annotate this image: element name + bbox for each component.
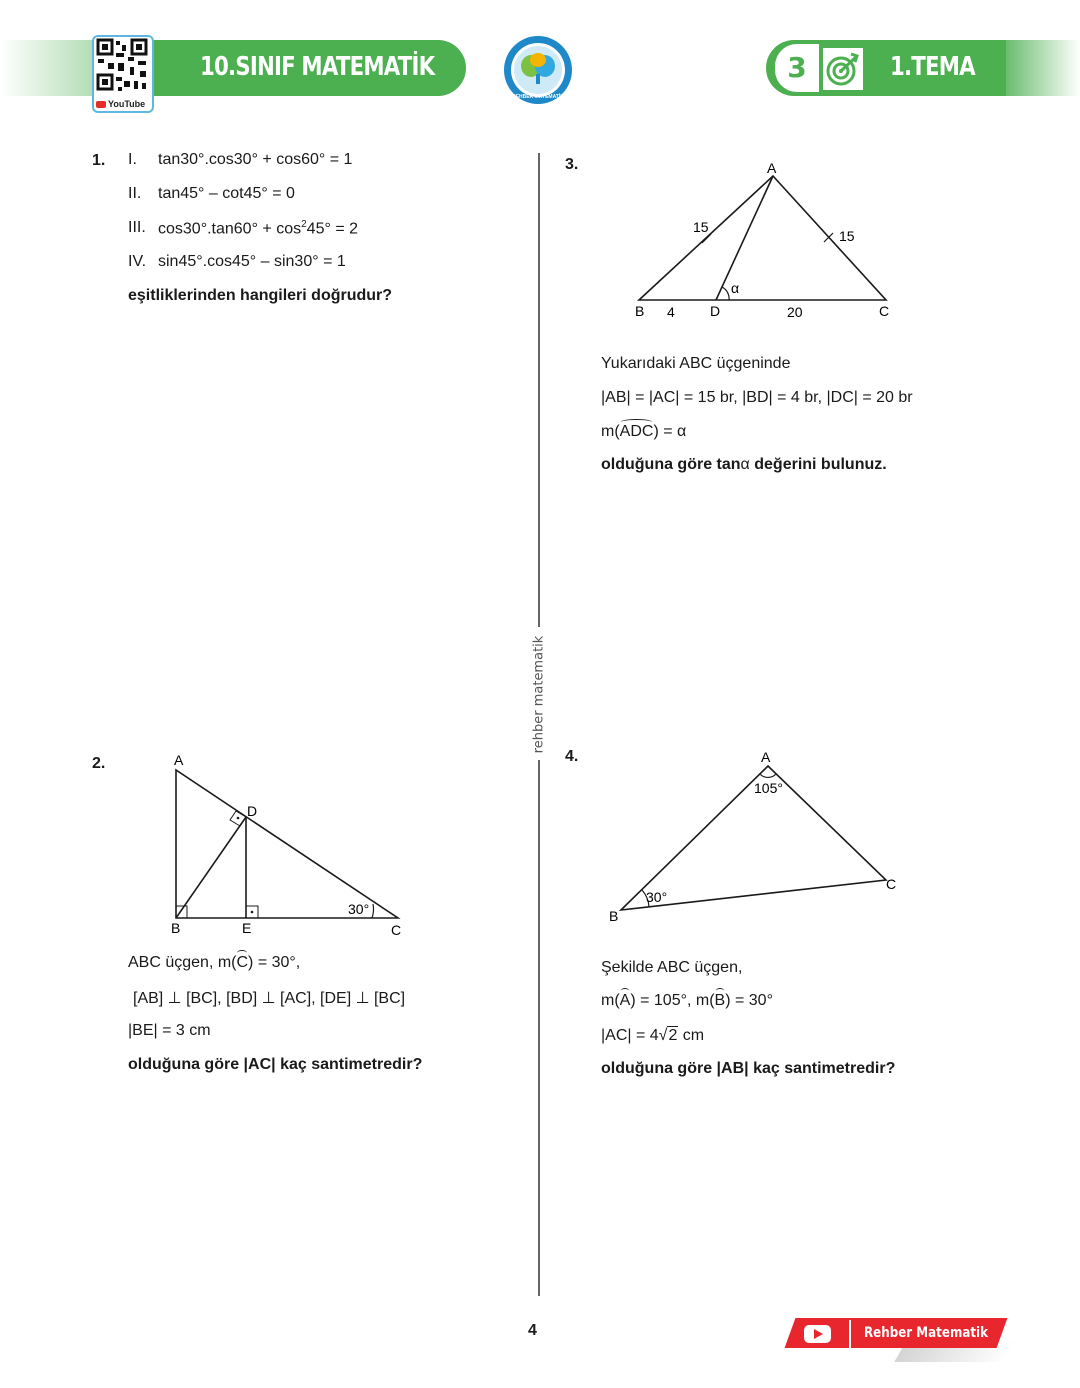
q2-triangle [176, 770, 398, 918]
q4-label-b: B [609, 908, 619, 924]
q3-question-alpha: α [740, 456, 750, 473]
q3-question-pre: olduğuna göre tan [601, 456, 741, 473]
q3-label-d: D [710, 303, 721, 319]
q4-line-2-b: ) = 105°, m( [630, 992, 715, 1009]
q2-question-pre: olduğuna göre | [128, 1056, 249, 1073]
q1-expr-3-post: 45° = 2 [306, 220, 358, 238]
q1-expr-1: tan30°.cos30° + cos60° = 1 [158, 151, 353, 168]
q1-roman-4: IV. [128, 253, 147, 270]
q2-label-angle: 30° [348, 901, 370, 917]
q1-expr-4: sin45°.cos45° – sin30° = 1 [158, 253, 346, 270]
q4-line-1: Şekilde ABC üçgen, [601, 959, 743, 976]
divider-text: rehber matematik [531, 635, 547, 754]
target-icon [823, 48, 863, 90]
q1-expr-2: tan45° – cot45° = 0 [158, 185, 295, 202]
footer-channel-name[interactable]: Rehber Matematik [864, 1325, 989, 1341]
qr-youtube-label [96, 99, 145, 109]
q2-line-1 [128, 954, 300, 972]
q4-label-c: C [886, 876, 897, 892]
q2-line-2: [AB] ⊥ [BC], [BD] ⊥ [AC], [DE] ⊥ [BC] [133, 990, 406, 1007]
q2-question-mid: AC [248, 1056, 272, 1073]
q4-question-post: | kaç santimetredir? [744, 1060, 896, 1077]
q4-line-3-post: cm [678, 1027, 705, 1044]
q4-question-mid: AB [721, 1060, 745, 1077]
q2-label-e: E [242, 920, 252, 936]
q4-line-3-root: √ [658, 1027, 668, 1044]
q1-item-1 [128, 151, 137, 169]
footer-separator [849, 1320, 851, 1348]
q4-label-a: A [761, 749, 771, 765]
q3-label-b: B [635, 303, 645, 319]
q1-expr-3-pre: cos30°.tan60° + cos [158, 220, 302, 238]
youtube-icon [96, 101, 106, 108]
q2-angle-c-arc [372, 904, 374, 918]
logo-text: REHBER MATEMATİK [512, 94, 564, 100]
q2-line-1-post: ) = 30°, [248, 954, 301, 971]
youtube-play-icon[interactable] [804, 1325, 831, 1343]
q3-label-dc: 20 [787, 304, 803, 320]
q4-line-3-pre: |AC| = 4 [601, 1027, 659, 1044]
q4-question [601, 1060, 895, 1078]
q2-label-c: C [391, 922, 402, 938]
q4-line-3-rad: 2 [668, 1027, 678, 1044]
q2-line-1-pre: ABC üçgen, m( [128, 954, 237, 971]
q4-angle-a-arc [760, 774, 776, 777]
q3-line-3-hat: ADC [619, 423, 654, 440]
q4-triangle-figure [600, 745, 910, 930]
q4-number: 4. [565, 748, 579, 765]
q3-label-alpha: α [731, 280, 740, 296]
q3-question-post: değerini bulunuz. [749, 456, 887, 473]
q4-question-pre: olduğuna göre | [601, 1060, 722, 1077]
q3-tick-ab [702, 234, 711, 243]
qr-pattern-icon [94, 37, 152, 97]
q4-label-angle-a: 105° [754, 780, 783, 796]
q3-alpha-arc [722, 287, 729, 300]
column-divider-top [538, 153, 540, 627]
q3-line-1: Yukarıdaki ABC üçgeninde [601, 355, 791, 372]
theme-label: 1.TEMA [890, 52, 975, 82]
q2-line-3: |BE| = 3 cm [128, 1022, 211, 1039]
unit-number: 3 [775, 44, 819, 92]
q1-roman-3: III. [128, 219, 146, 236]
q2-segment-bd [176, 817, 246, 918]
q3-label-bd: 4 [667, 304, 675, 320]
q2-label-a: A [174, 752, 184, 768]
brain-logo-icon [502, 34, 574, 106]
q4-line-3 [601, 1027, 704, 1045]
q3-triangle-figure [600, 150, 930, 330]
header-right-fade [1000, 40, 1080, 96]
q3-label-ac: 15 [839, 228, 855, 244]
qr-label-text: YouTube [108, 99, 146, 109]
q3-number: 3. [565, 156, 579, 173]
q3-line-2: |AB| = |AC| = 15 br, |BD| = 4 br, |DC| = 20 br [601, 389, 913, 406]
q1-question: eşitliklerinden hangileri doğrudur? [128, 287, 393, 304]
q4-line-2-a: m( [601, 992, 620, 1009]
q4-label-angle-b: 30° [646, 889, 668, 905]
q1-expr-3 [158, 219, 358, 238]
q2-triangle-figure [160, 745, 410, 940]
q3-line-3-post: ) = α [653, 423, 687, 440]
q1-number: 1. [92, 152, 106, 169]
q2-question-post: | kaç santimetredir? [271, 1056, 423, 1073]
q2-number: 2. [92, 755, 106, 772]
q3-label-a: A [767, 160, 777, 176]
q3-label-ab: 15 [693, 219, 709, 235]
q4-line-2-hat-a: A [619, 992, 631, 1009]
header-title: 10.SINIF MATEMATİK [200, 52, 435, 82]
q3-label-c: C [879, 303, 890, 319]
q3-question [601, 456, 887, 474]
q4-line-2-c: ) = 30° [725, 992, 773, 1009]
q3-segment-ad [716, 176, 773, 300]
q2-question [128, 1056, 422, 1074]
q4-line-2-hat-b: B [714, 992, 726, 1009]
target-badge [823, 48, 863, 90]
q1-roman-2: II. [128, 185, 142, 202]
q2-line-1-hat: C [236, 954, 249, 971]
q1-roman-1: I. [128, 151, 137, 168]
q2-label-d: D [247, 803, 258, 819]
column-divider-bottom [538, 760, 540, 1296]
page-number: 4 [528, 1322, 537, 1339]
q3-line-3 [601, 423, 686, 441]
q4-line-2 [601, 992, 773, 1010]
q1-expr-3-sup: 2 [301, 219, 307, 230]
q2-label-b: B [171, 920, 181, 936]
q3-line-3-pre: m( [601, 423, 620, 440]
